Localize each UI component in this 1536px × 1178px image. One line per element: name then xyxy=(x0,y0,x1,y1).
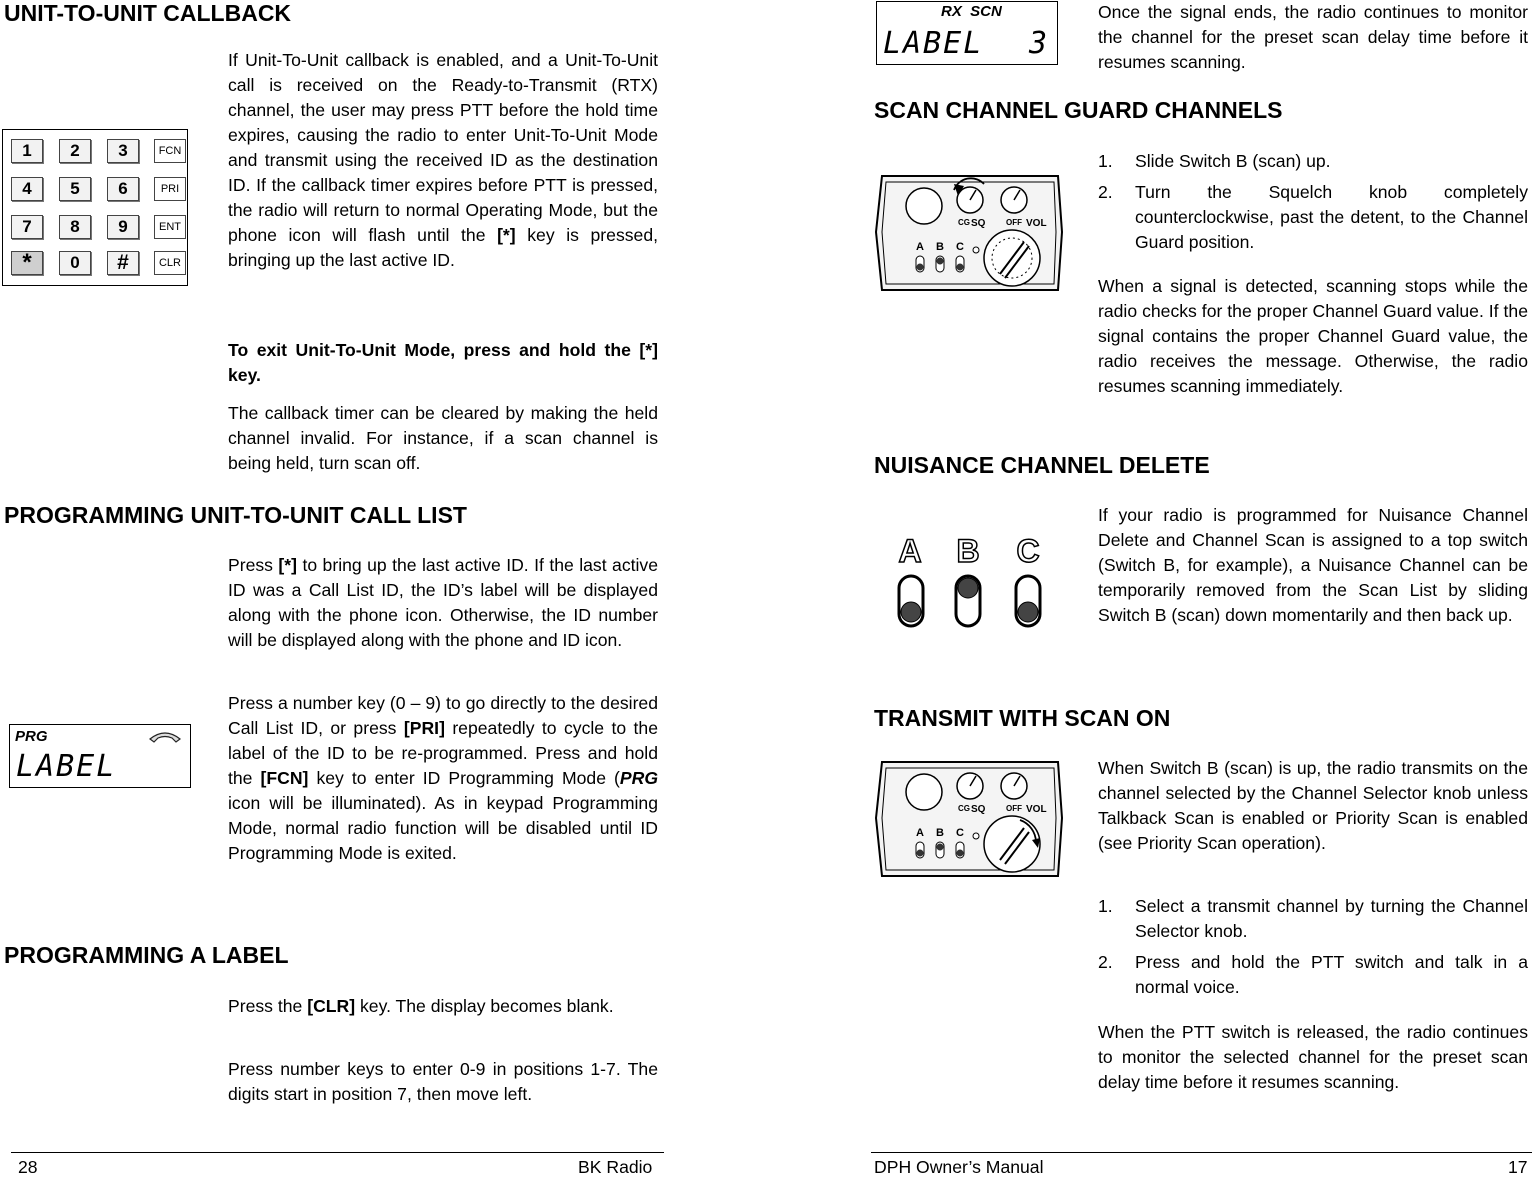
transmit-steps-list xyxy=(1098,894,1528,1006)
keypad-key-fcn: FCN xyxy=(154,139,186,163)
keypad-key-ent: ENT xyxy=(154,215,186,239)
keypad-key-9: 9 xyxy=(107,215,139,239)
heading-programming-label: PROGRAMMING A LABEL xyxy=(4,942,289,968)
keypad-key-5: 5 xyxy=(59,177,91,201)
guard-step-2: 2. Turn the Squelch knob completely counterclockwise, past the detent, to the Channel Guard position. xyxy=(1098,182,1528,252)
heading-transmit-with-scan: TRANSMIT WITH SCAN ON xyxy=(874,705,1171,731)
transmit-step-2: 2. Press and hold the PTT switch and talk in a normal voice. xyxy=(1098,952,1528,997)
transmit-paragraph-2: When the PTT switch is released, the radio continues to monitor the selected channel for the preset scan delay time before it resumes scanning. xyxy=(1098,1022,1528,1092)
radio-top-illustration-transmit xyxy=(872,758,1070,880)
keypad-key-7: 7 xyxy=(11,215,43,239)
switch-a-label-2: A xyxy=(916,827,924,839)
sq-label-2: SQ xyxy=(971,804,986,815)
keypad-key-hash: # xyxy=(107,251,139,275)
keypad-key-1: 1 xyxy=(11,139,43,163)
right-page-number: 17 xyxy=(1508,1157,1528,1177)
abc-switches-illustration xyxy=(890,530,1050,630)
keypad-key-clr: CLR xyxy=(154,251,186,275)
radio-top-illustration-guard xyxy=(872,172,1070,294)
keypad-key-0: 0 xyxy=(59,251,91,275)
heading-programming-call-list: PROGRAMMING UNIT-TO-UNIT CALL LIST xyxy=(4,502,467,528)
cg-label-2: CG xyxy=(958,804,970,813)
lcd-prg-display xyxy=(9,724,191,788)
keypad-illustration xyxy=(2,129,188,286)
heading-nuisance-channel-delete: NUISANCE CHANNEL DELETE xyxy=(874,452,1210,478)
intro-paragraph: Once the signal ends, the radio continues to monitor the channel for the preset scan delay time before it resumes scanning. xyxy=(1098,2,1528,72)
label-paragraph-1: Press the [CLR] key. The display becomes blank. xyxy=(228,996,614,1016)
switch-b-label-2: B xyxy=(936,827,944,839)
transmit-paragraph-1: When Switch B (scan) is up, the radio transmits on the channel selected by the Channel Selector knob unless Talkback Scan is enabled or Priority Scan is enabled (see Priority Scan operation). xyxy=(1098,758,1528,853)
prg-indicator: PRG xyxy=(15,728,48,745)
vol-label: VOL xyxy=(1026,218,1047,229)
guard-step-1: 1. Slide Switch B (scan) up. xyxy=(1098,151,1331,171)
keypad-key-2: 2 xyxy=(59,139,91,163)
prg-label-text: LABEL xyxy=(16,749,117,784)
sq-label: SQ xyxy=(971,218,986,229)
switch-c-big-label: C xyxy=(1016,533,1040,569)
switch-b-label: B xyxy=(936,241,944,253)
guard-steps-list xyxy=(1098,149,1528,261)
switch-b-big-label: B xyxy=(956,533,980,569)
transmit-step-1: 1. Select a transmit channel by turning the Channel Selector knob. xyxy=(1098,896,1528,941)
left-footer-brand: BK Radio xyxy=(578,1157,653,1177)
off-label: OFF xyxy=(1006,218,1022,227)
phone-icon xyxy=(144,727,186,745)
guard-paragraph: When a signal is detected, scanning stops while the radio checks for the proper Channel Guard value. If the signal contains the proper Channel Guard value, the radio receives the message. Otherwise, the radio resumes scanning immediately. xyxy=(1098,276,1528,396)
label-paragraph-2: Press number keys to enter 0-9 in positions 1-7. The digits start in position 7, then move left. xyxy=(228,1059,658,1104)
keypad-key-3: 3 xyxy=(107,139,139,163)
right-footer-manual: DPH Owner’s Manual xyxy=(874,1157,1044,1177)
cg-label: CG xyxy=(958,218,970,227)
callback-paragraph-2: To exit Unit-To-Unit Mode, press and hold the [*] key. xyxy=(228,340,658,385)
heading-unit-to-unit-callback: UNIT-TO-UNIT CALLBACK xyxy=(4,0,292,26)
left-footer-rule xyxy=(11,1152,664,1153)
lcd-scan-display xyxy=(876,1,1058,65)
call-list-paragraph-2: Press a number key (0 – 9) to go directly to the desired Call List ID, or press [PRI] repeatedly to cycle to the label of the ID to be re-programmed. Press and hold the [FCN] key to enter ID Programming Mode (PRG icon will be illuminated). As in keypad Programming Mode, normal radio function will be disabled until ID Programming Mode is exited. xyxy=(228,693,659,863)
scan-label-text: LABEL xyxy=(883,26,984,61)
keypad-key-6: 6 xyxy=(107,177,139,201)
keypad-key-pri: PRI xyxy=(154,177,186,201)
switch-c-label-2: C xyxy=(956,827,964,839)
scan-channel-number: 3 xyxy=(1029,26,1050,61)
switch-a-label: A xyxy=(916,241,924,253)
vol-label-2: VOL xyxy=(1026,804,1047,815)
off-label-2: OFF xyxy=(1006,804,1022,813)
switch-c-label: C xyxy=(956,241,964,253)
keypad-key-star: * xyxy=(11,251,43,275)
right-footer-rule xyxy=(871,1152,1532,1153)
switch-a-big-label: A xyxy=(898,533,922,569)
keypad-key-8: 8 xyxy=(59,215,91,239)
callback-paragraph-1: If Unit-To-Unit callback is enabled, and a Unit-To-Unit call is received on the Ready-to-Transmit (RTX) channel, the user may press PTT before the hold time expires, causing the radio to enter Unit-To-Unit Mode and transmit using the received ID as the destination ID. If the callback timer expires before PTT is pressed, the radio will return to normal Operating Mode, but the phone icon will flash until the [*] key is pressed, bringing up the last active ID. xyxy=(228,50,658,270)
keypad-key-4: 4 xyxy=(11,177,43,201)
rx-scn-indicator: RX SCN xyxy=(941,3,1002,20)
nuisance-paragraph: If your radio is programmed for Nuisance Channel Delete and Channel Scan is assigned to a top switch (Switch B, for example), a Nuisance Channel can be temporarily removed from the Scan List by sliding Switch B (scan) down momentarily and then back up. xyxy=(1098,505,1528,625)
left-page-number: 28 xyxy=(18,1157,38,1177)
heading-scan-channel-guard: SCAN CHANNEL GUARD CHANNELS xyxy=(874,97,1283,123)
call-list-paragraph-1: Press [*] to bring up the last active ID. If the last active ID was a Call List ID, the ID’s label will be displayed along with the phone icon. Otherwise, the ID number will be displayed along with the phone and ID icon. xyxy=(228,555,658,650)
callback-paragraph-3: The callback timer can be cleared by making the held channel invalid. For instance, if a scan channel is being held, turn scan off. xyxy=(228,403,658,473)
